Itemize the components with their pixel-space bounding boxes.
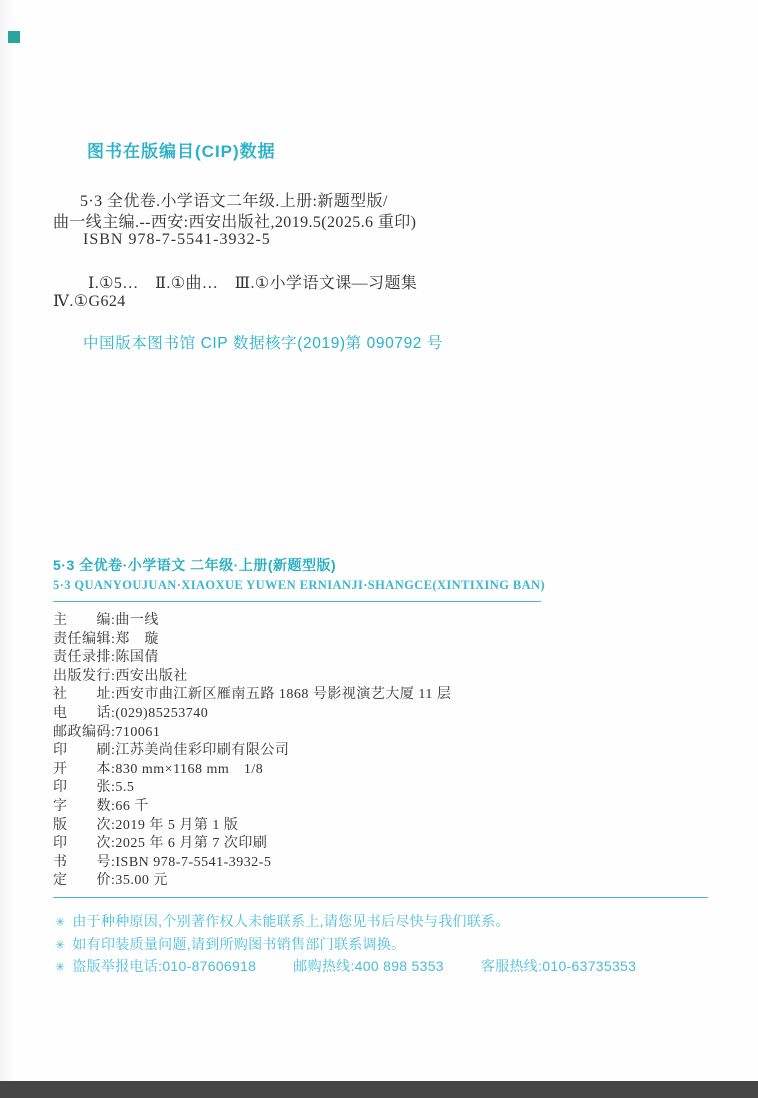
asterisk-marker-icon: ✳ bbox=[55, 960, 66, 974]
asterisk-marker-icon: ✳ bbox=[55, 938, 66, 952]
piracy-report-hotline: 盗版举报电话:010-87606918 bbox=[72, 958, 257, 974]
cip-entry-line-1: 5·3 全优卷.小学语文二年级.上册:新题型版/ bbox=[80, 193, 388, 210]
cip-entry-isbn: ISBN 978-7-5541-3932-5 bbox=[83, 231, 271, 248]
cip-classification-line-2: Ⅳ.①G624 bbox=[53, 293, 126, 310]
publication-info-row: 印 刷:江苏美尚佳彩印刷有限公司 bbox=[53, 743, 290, 759]
publication-info-row: 责任录排:陈国倩 bbox=[53, 650, 159, 666]
asterisk-marker-icon: ✳ bbox=[55, 915, 66, 929]
footnote-binding-quality bbox=[55, 934, 405, 954]
cip-entry-line-2: 曲一线主编.--西安:西安出版社,2019.5(2025.6 重印) bbox=[53, 214, 417, 231]
page-bottom-edge bbox=[0, 1081, 758, 1098]
publication-info-row: 电 话:(029)85253740 bbox=[53, 705, 209, 721]
footnote-copyright-contact bbox=[55, 911, 510, 931]
publication-info-row: 社 址:西安市曲江新区雁南五路 1868 号影视演艺大厦 11 层 bbox=[53, 687, 452, 703]
customer-service-hotline: 客服热线:010-63735353 bbox=[480, 958, 637, 974]
publication-info-row: 主 编:曲一线 bbox=[53, 613, 159, 628]
footnote-text: 如有印装质量问题,请到所购图书销售部门联系调换。 bbox=[72, 936, 406, 952]
divider-above-notes bbox=[53, 897, 708, 898]
divider-under-title bbox=[53, 601, 541, 602]
publication-info-row: 邮政编码:710061 bbox=[53, 724, 161, 740]
book-title-pinyin: 5·3 QUANYOUJUAN·XIAOXUE YUWEN ERNIANJI·SHANGCE(XINTIXING BAN) bbox=[53, 578, 546, 592]
corner-registration-mark bbox=[8, 31, 20, 43]
mail-order-hotline: 邮购热线:400 898 5353 bbox=[293, 958, 444, 974]
book-title-chinese: 5·3 全优卷·小学语文 二年级·上册(新题型版) bbox=[53, 557, 337, 573]
cip-classification-line-1: Ⅰ.①5… Ⅱ.①曲… Ⅲ.①小学语文课—习题集 bbox=[88, 275, 418, 292]
cip-record-number: 中国版本图书馆 CIP 数据核字(2019)第 090792 号 bbox=[83, 335, 444, 352]
publication-info-row: 开 本:830 mm×1168 mm 1/8 bbox=[53, 761, 264, 777]
publication-info-row: 责任编辑:郑 璇 bbox=[53, 631, 159, 647]
publication-info-row: 印 张:5.5 bbox=[53, 780, 135, 796]
footnote-text: 由于种种原因,个别著作权人未能联系上,请您见书后尽快与我们联系。 bbox=[72, 913, 510, 929]
footnote-hotlines bbox=[55, 956, 636, 976]
publication-info-row: 印 次:2025 年 6 月第 7 次印刷 bbox=[53, 836, 268, 852]
publication-info-list bbox=[53, 612, 451, 891]
publication-info-row: 字 数:66 千 bbox=[53, 798, 149, 814]
publication-info-row: 版 次:2019 年 5 月第 1 版 bbox=[53, 817, 239, 833]
publication-info-row: 书 号:ISBN 978-7-5541-3932-5 bbox=[53, 854, 272, 870]
cip-heading: 图书在版编目(CIP)数据 bbox=[87, 142, 276, 161]
publication-info-row: 出版发行:西安出版社 bbox=[53, 668, 188, 684]
scan-edge-shadow bbox=[0, 0, 16, 1098]
publication-info-row: 定 价:35.00 元 bbox=[53, 873, 168, 889]
